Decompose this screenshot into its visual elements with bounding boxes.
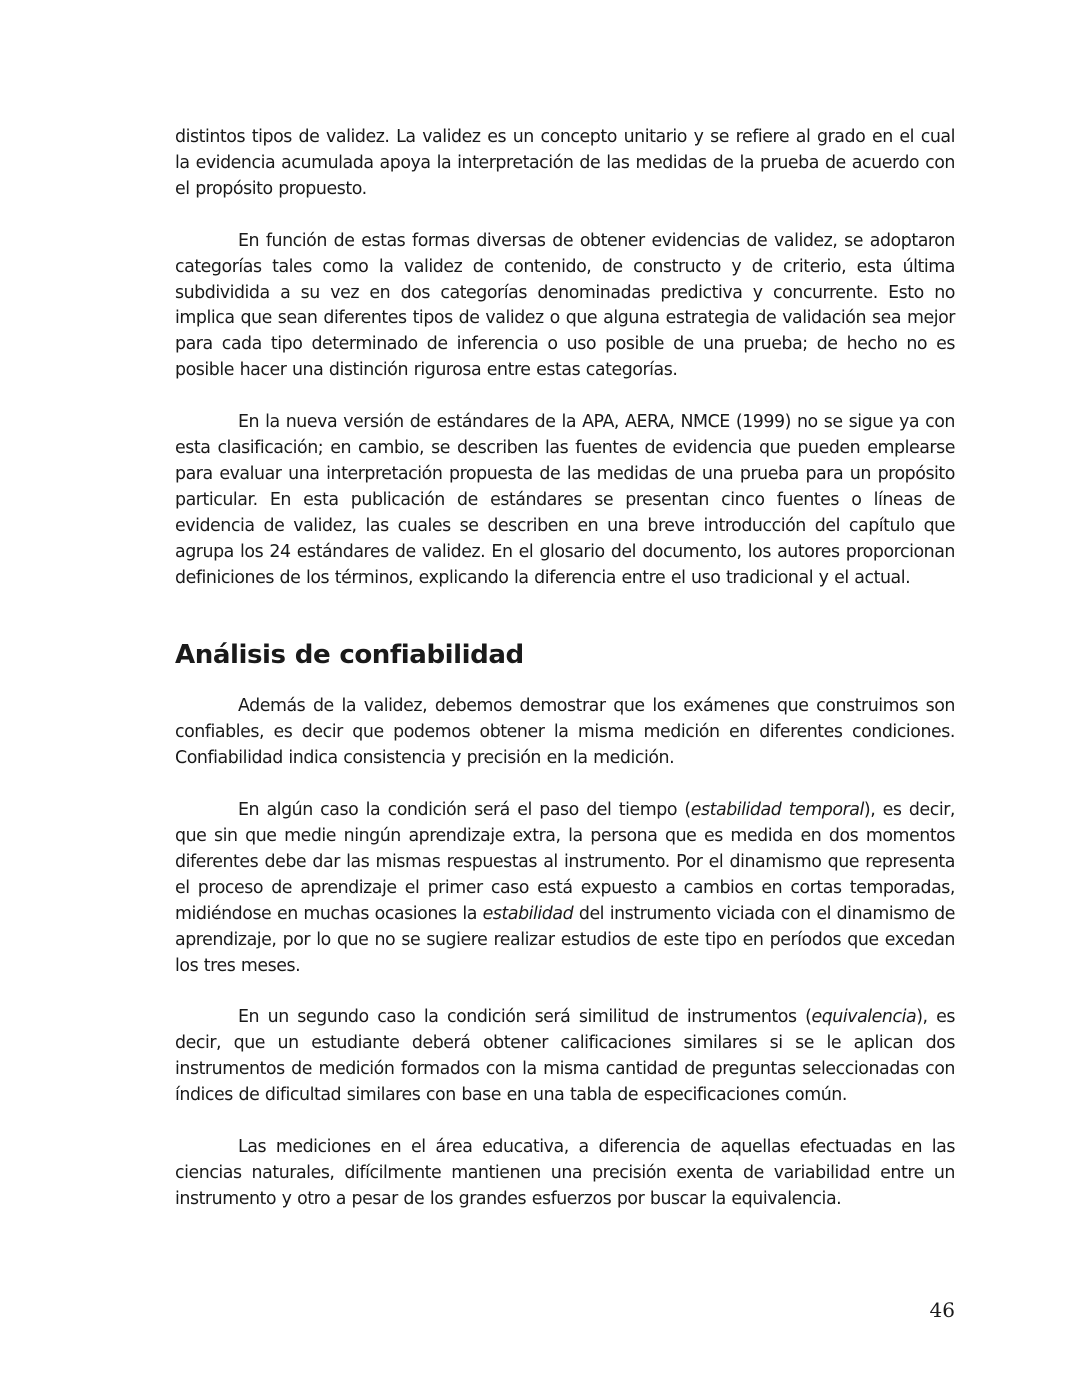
paragraph-text: En un segundo caso la condición será similitud de instrumentos ( xyxy=(238,1007,812,1028)
paragraph-text: ), es decir, que un estudiante deberá obtener calificaciones similares si se le aplican dos instrumentos de medición formados con la misma cantidad de preguntas seleccionadas con índices de dificultad similares con base en una tabla de especificaciones común. xyxy=(175,1007,955,1106)
paragraph-text: En algún caso la condición será el paso del tiempo ( xyxy=(238,800,691,821)
paragraph-text: distintos tipos de validez. La validez es un concepto unitario y se refiere al grado en el cual la evidencia acumulada apoya la interpretación de las medidas de la prueba de acuerdo con el propósito propuesto. xyxy=(175,127,955,199)
paragraph-apa-standards xyxy=(175,410,955,591)
page-number: 46 xyxy=(929,1298,955,1322)
section-heading: Análisis de confiabilidad xyxy=(175,639,524,670)
paragraph-reliability-intro xyxy=(175,694,955,772)
italic-term: estabilidad xyxy=(482,903,574,924)
paragraph-text: En función de estas formas diversas de obtener evidencias de validez, se adoptaron categorías tales como la validez de contenido, de constructo y de criterio, esta última subdividida a su vez en dos categorías denominadas predictiva y concurrente. Esto no implica que sean diferentes tipos de validez o que alguna estrategia de validación sea mejor para cada tipo determinado de inferencia o uso posible de una prueba; de hecho no es posible hacer una distinción rigurosa entre estas categorías. xyxy=(175,230,955,381)
paragraph-text: del instrumento viciada con el dinamismo de aprendizaje, por lo que no se sugiere realizar estudios de este tipo en períodos que excedan los tres meses. xyxy=(175,903,955,976)
paragraph-text: Las mediciones en el área educativa, a diferencia de aquellas efectuadas en las ciencias naturales, difícilmente mantienen una precisión exenta de variabilidad entre un instrumento y otro a pesar de los grandes esfuerzos por buscar la equivalencia. xyxy=(175,1137,955,1209)
paragraph-text: Además de la validez, debemos demostrar que los exámenes que construimos son confiables, es decir que podemos obtener la misma medición en diferentes condiciones. Confiabilidad indica consistencia y precisión en la medición. xyxy=(175,696,955,769)
paragraph-continued-validity xyxy=(175,125,955,203)
italic-term: equivalencia xyxy=(811,1007,917,1028)
paragraph-temporal-stability xyxy=(175,798,955,979)
paragraph-educational-measurement xyxy=(175,1135,955,1213)
paragraph-equivalence xyxy=(175,1005,955,1109)
paragraph-text: En la nueva versión de estándares de la APA, AERA, NMCE (1999) no se sigue ya con esta clasificación; en cambio, se describen las fuentes de evidencia que pueden emplearse para evaluar una interpretación propuesta de las medidas de una prueba para un propósito particular. En esta publicación de estándares se presentan cinco fuentes o líneas de evidencia de validez, las cuales se describen en una breve introducción del capítulo que agrupa los 24 estándares de validez. En el glosario del documento, los autores proporcionan definiciones de los términos, explicando la diferencia entre el uso tradicional y el actual. xyxy=(175,412,955,588)
paragraph-validity-categories xyxy=(175,229,955,384)
page-body xyxy=(175,125,955,1213)
paragraph-text: ), es decir, que sin que medie ningún aprendizaje extra, la persona que es medida en dos momentos diferentes debe dar las mismas respuestas al instrumento. Por el dinamismo que representa el proceso de aprendizaje el primer caso está expuesto a cambios en cortas temporadas, midiéndose en muchas ocasiones la xyxy=(175,800,955,924)
italic-term: estabilidad temporal xyxy=(690,800,864,821)
